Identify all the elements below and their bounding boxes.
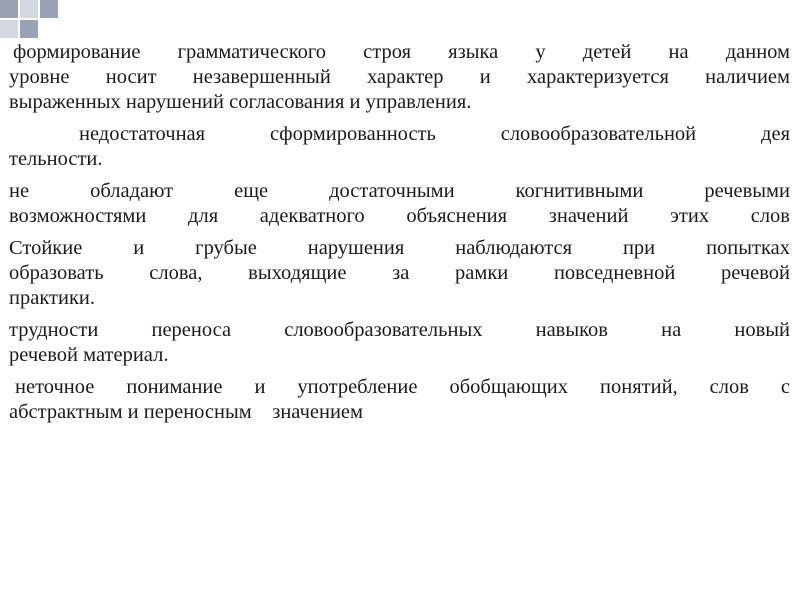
text-line: не обладают еще достаточными когнитивными речевыми [9,180,790,202]
text-line: неточное понимание и употребление обобщающих понятий, слов с [15,376,790,398]
text-line: тельности. [9,148,103,170]
deco-square [0,20,18,38]
text-line: уровне носит незавершенный характер и характеризуется наличием [9,66,790,88]
deco-square [20,0,38,18]
corner-squares-decoration [0,0,800,40]
text-line: Стойкие и грубые нарушения наблюдаются при попытках [9,237,790,259]
paragraph-violations [9,236,790,311]
paragraph-abstract-concepts [9,375,790,425]
deco-square [40,0,58,18]
paragraph-grammar [9,40,790,115]
text-line: выраженных нарушений согласования и управления. [9,91,472,113]
text-line: возможностями для адекватного объяснения значений этих слов [9,205,790,227]
text-line: формирование грамматического строя языка у детей на данном [13,41,790,63]
body-text [9,40,790,432]
text-line: практики. [9,287,95,309]
text-line: абстрактным и переносным значением [9,401,364,423]
text-line: образовать слова, выходящие за рамки повседневной речевой [9,262,790,284]
text-line: трудности переноса словообразовательных навыков на новый [9,319,790,341]
paragraph-cognitive [9,179,790,229]
text-line: недостаточная сформированность словообразовательной дея [79,123,790,145]
text-line: речевой материал. [9,344,169,366]
deco-square [20,20,38,38]
paragraph-transfer [9,318,790,368]
deco-square [0,0,18,18]
paragraph-word-formation [9,122,790,172]
